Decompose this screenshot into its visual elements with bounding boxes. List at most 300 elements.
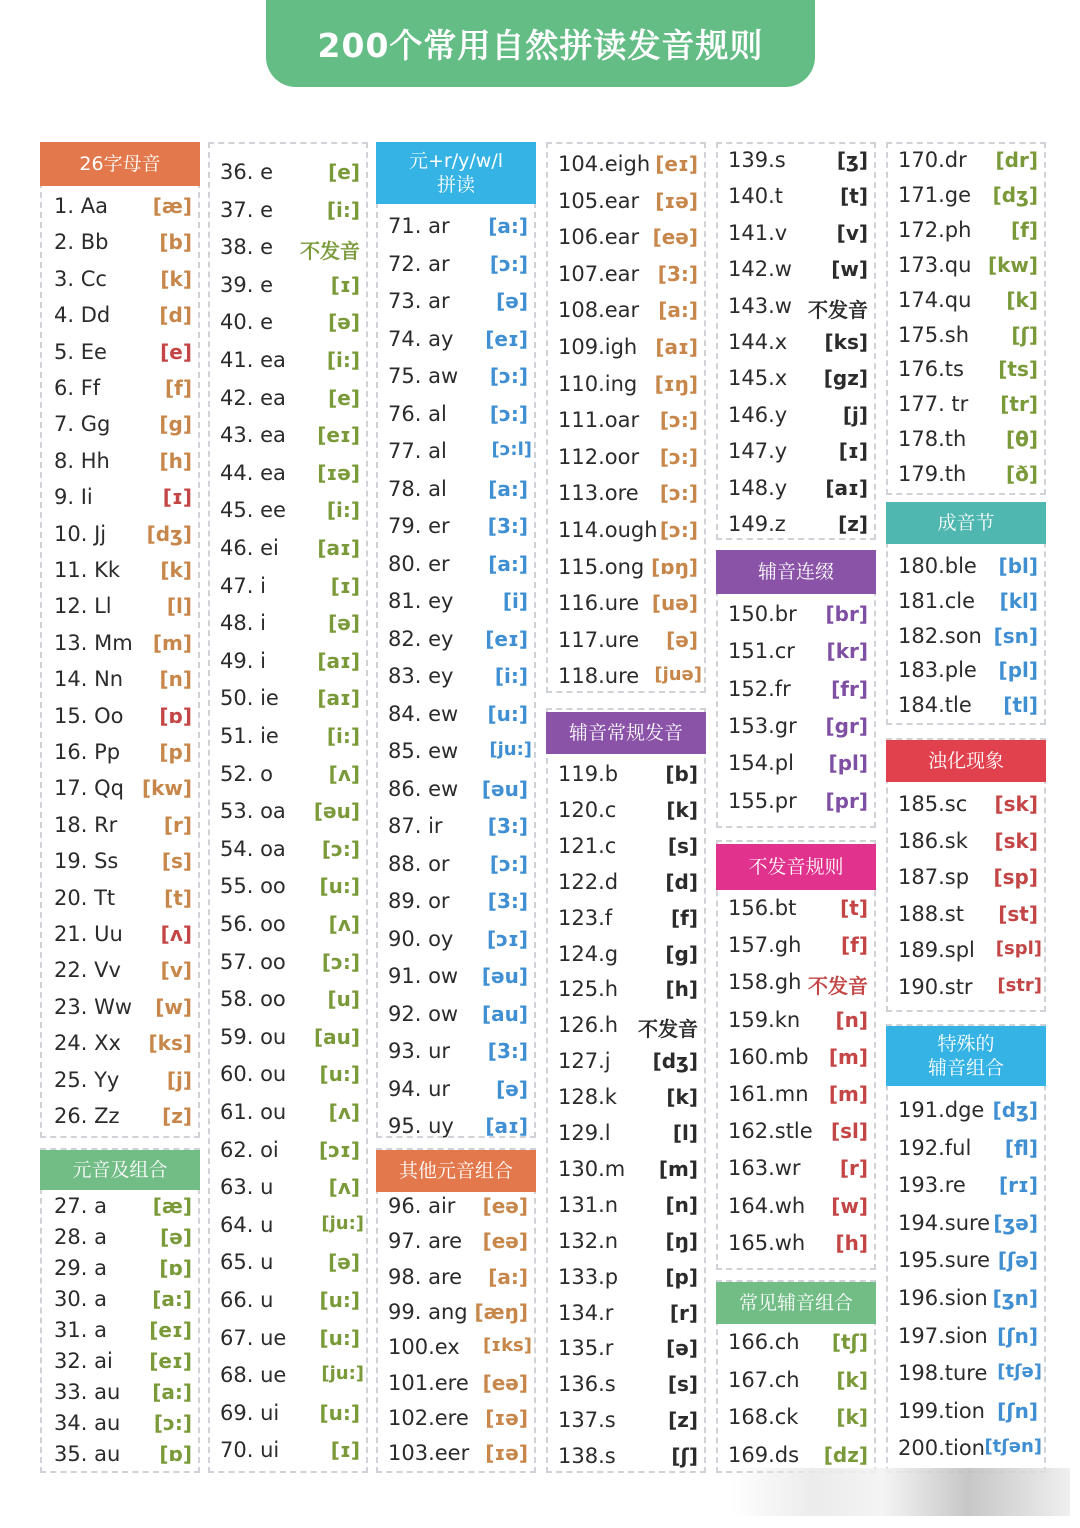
rule-entry bbox=[40, 445, 200, 481]
rule-entry bbox=[886, 1207, 1046, 1243]
rule-entry bbox=[40, 918, 200, 954]
rule-entry bbox=[208, 720, 368, 756]
spelling-text: 72. ar bbox=[388, 252, 450, 276]
phonetic-text: [j] bbox=[166, 1068, 192, 1092]
rule-entry bbox=[40, 190, 200, 226]
spelling-text: 29. a bbox=[54, 1256, 107, 1280]
phonetic-text: [u] bbox=[327, 987, 360, 1011]
rule-entry bbox=[886, 458, 1046, 494]
spelling-text: 64. u bbox=[220, 1213, 274, 1237]
phonetic-text: [dʒ] bbox=[992, 1098, 1038, 1122]
spelling-text: 103.eer bbox=[388, 1441, 470, 1465]
phonetic-text: [3:] bbox=[657, 262, 698, 286]
phonetic-text: [kr] bbox=[826, 639, 868, 663]
rule-entry bbox=[40, 554, 200, 590]
section-header bbox=[376, 142, 536, 204]
spelling-text: 88. or bbox=[388, 852, 450, 876]
spelling-text: 131.n bbox=[558, 1193, 619, 1217]
phonetic-text: [3:] bbox=[487, 889, 528, 913]
spelling-text: 12. Ll bbox=[54, 594, 112, 618]
rule-entry bbox=[208, 1096, 368, 1132]
spelling-text: 119.b bbox=[558, 762, 619, 786]
phonetic-text: [a:] bbox=[658, 298, 698, 322]
spelling-text: 112.oor bbox=[558, 445, 640, 469]
spelling-text: 8. Hh bbox=[54, 449, 110, 473]
spelling-text: 65. u bbox=[220, 1250, 274, 1274]
spelling-text: 193.re bbox=[898, 1173, 966, 1197]
phonetic-text: [p] bbox=[665, 1265, 698, 1289]
spelling-text: 173.qu bbox=[898, 253, 972, 277]
phonetic-text: [d] bbox=[665, 870, 698, 894]
rule-entry bbox=[208, 1359, 368, 1395]
spelling-text: 82. ey bbox=[388, 627, 454, 651]
rule-entry bbox=[376, 1331, 536, 1367]
rule-entry bbox=[40, 663, 200, 699]
spelling-text: 177. tr bbox=[898, 392, 969, 416]
phonetic-text: [əu] bbox=[313, 799, 360, 823]
spelling-text: 48. i bbox=[220, 611, 266, 635]
rule-entry bbox=[40, 336, 200, 372]
spelling-text: 87. ir bbox=[388, 814, 443, 838]
rule-entry bbox=[376, 248, 536, 284]
spelling-text: 40. e bbox=[220, 310, 273, 334]
spelling-text: 32. ai bbox=[54, 1349, 113, 1373]
spelling-text: 56. oo bbox=[220, 912, 286, 936]
rule-entry bbox=[886, 689, 1046, 725]
rule-entry bbox=[546, 1297, 706, 1333]
section-header-text: 元+r/y/w/l bbox=[409, 150, 503, 172]
rule-entry bbox=[376, 548, 536, 584]
section-header bbox=[886, 502, 1046, 544]
phonetic-text: [ʃ] bbox=[671, 1444, 698, 1468]
spelling-text: 97. are bbox=[388, 1229, 463, 1253]
rule-entry bbox=[208, 607, 368, 643]
spelling-text: 197.sion bbox=[898, 1324, 988, 1348]
spelling-text: 21. Uu bbox=[54, 922, 123, 946]
spelling-text: 75. aw bbox=[388, 364, 459, 388]
phonetic-text: [ɪə] bbox=[655, 189, 698, 213]
rule-entry bbox=[546, 221, 706, 257]
rule-entry bbox=[40, 263, 200, 299]
phonetic-text: [z] bbox=[668, 1408, 698, 1432]
spelling-text: 107.ear bbox=[558, 262, 640, 286]
rule-entry bbox=[40, 809, 200, 845]
spelling-text: 163.wr bbox=[728, 1156, 801, 1180]
phonetic-text: [ɪ] bbox=[330, 1438, 360, 1462]
spelling-text: 100.ex bbox=[388, 1335, 460, 1359]
spelling-text: 13. Mm bbox=[54, 631, 133, 655]
rule-entry bbox=[40, 1064, 200, 1100]
phonetic-text: [ə] bbox=[666, 1336, 698, 1360]
rule-entry bbox=[546, 1225, 706, 1261]
spelling-text: 157.gh bbox=[728, 933, 802, 957]
spelling-text: 143.w bbox=[728, 294, 792, 318]
phonetic-text: [i:] bbox=[326, 498, 360, 522]
rule-entry bbox=[886, 179, 1046, 215]
spelling-text: 164.wh bbox=[728, 1194, 806, 1218]
spelling-text: 145.x bbox=[728, 366, 788, 390]
spelling-text: 179.th bbox=[898, 462, 967, 486]
spelling-text: 33. au bbox=[54, 1380, 121, 1404]
rule-entry bbox=[40, 481, 200, 517]
spelling-text: 89. or bbox=[388, 889, 450, 913]
spelling-text: 110.ing bbox=[558, 372, 638, 396]
phonetic-text: [a:] bbox=[488, 214, 528, 238]
spelling-text: 176.ts bbox=[898, 357, 964, 381]
rule-entry bbox=[208, 870, 368, 906]
spelling-text: 136.s bbox=[558, 1372, 616, 1396]
phonetic-text: [e] bbox=[328, 160, 360, 184]
rule-entry bbox=[208, 156, 368, 192]
phonetic-text: [ks] bbox=[148, 1031, 192, 1055]
spelling-text: 71. ar bbox=[388, 214, 450, 238]
spelling-text: 28. a bbox=[54, 1225, 107, 1249]
phonetic-text: [dʒ] bbox=[992, 183, 1038, 207]
spelling-text: 115.ong bbox=[558, 555, 645, 579]
rule-entry bbox=[208, 645, 368, 681]
spelling-text: 154.pl bbox=[728, 751, 794, 775]
phonetic-text: [s] bbox=[667, 834, 698, 858]
rule-entry bbox=[376, 1190, 536, 1226]
blur-overlay bbox=[730, 1468, 1070, 1516]
phonetic-text: [ə] bbox=[328, 611, 360, 635]
rule-entry bbox=[208, 419, 368, 455]
section-header-text: 辅音连缀 bbox=[757, 561, 834, 583]
phonetic-text: [n] bbox=[665, 1193, 698, 1217]
phonetic-text: [eɪ] bbox=[149, 1349, 192, 1373]
rule-entry bbox=[40, 882, 200, 918]
rule-entry bbox=[376, 848, 536, 884]
rule-entry bbox=[376, 210, 536, 246]
rule-entry bbox=[546, 830, 706, 866]
rule-entry bbox=[546, 1117, 706, 1153]
phonetic-text: [g] bbox=[665, 942, 698, 966]
rule-entry bbox=[546, 1153, 706, 1189]
spelling-text: 84. ew bbox=[388, 702, 459, 726]
phonetic-text: [eɪ] bbox=[485, 627, 528, 651]
spelling-text: 129.l bbox=[558, 1121, 611, 1145]
phonetic-text: [ə] bbox=[496, 1077, 528, 1101]
phonetic-text: [əu] bbox=[481, 777, 528, 801]
spelling-text: 159.kn bbox=[728, 1008, 801, 1032]
spelling-text: 55. oo bbox=[220, 874, 286, 898]
spelling-text: 73. ar bbox=[388, 289, 450, 313]
spelling-text: 171.ge bbox=[898, 183, 972, 207]
spelling-text: 14. Nn bbox=[54, 667, 124, 691]
phonetic-text: [u:] bbox=[487, 702, 528, 726]
phonetic-text: [ɔɪ] bbox=[318, 1138, 360, 1162]
spelling-text: 134.r bbox=[558, 1301, 614, 1325]
phonetic-text: [r] bbox=[839, 1156, 868, 1180]
spelling-text: 105.ear bbox=[558, 189, 640, 213]
phonetic-text: [dʒ] bbox=[652, 1049, 698, 1073]
phonetic-text: [sp] bbox=[993, 865, 1038, 889]
rule-entry bbox=[716, 362, 876, 398]
spelling-text: 151.cr bbox=[728, 639, 795, 663]
phonetic-text: [pr] bbox=[825, 789, 868, 813]
spelling-text: 104.eigh bbox=[558, 152, 651, 176]
phonetic-text: [dʒ] bbox=[146, 522, 192, 546]
phonetic-text: [tʃən] bbox=[984, 1436, 1042, 1457]
phonetic-text: [aɪ] bbox=[317, 649, 360, 673]
rule-entry bbox=[208, 1021, 368, 1057]
section-header bbox=[886, 1026, 1046, 1086]
phonetic-text: [ʃn] bbox=[997, 1399, 1038, 1423]
phonetic-text: [tl] bbox=[1003, 693, 1038, 717]
section-header bbox=[40, 1150, 200, 1190]
spelling-text: 2. Bb bbox=[54, 230, 109, 254]
spelling-text: 155.pr bbox=[728, 789, 797, 813]
phonetic-text: [ə] bbox=[666, 628, 698, 652]
rule-entry bbox=[376, 998, 536, 1034]
spelling-text: 195.sure bbox=[898, 1248, 991, 1272]
rule-entry bbox=[546, 794, 706, 830]
spelling-text: 15. Oo bbox=[54, 704, 124, 728]
spelling-text: 66. u bbox=[220, 1288, 274, 1312]
section-header-text: 26字母音 bbox=[79, 153, 161, 175]
spelling-text: 198.ture bbox=[898, 1361, 988, 1385]
spelling-text: 36. e bbox=[220, 160, 273, 184]
rule-entry bbox=[886, 971, 1046, 1007]
spelling-text: 98. are bbox=[388, 1265, 463, 1289]
spelling-text: 22. Vv bbox=[54, 958, 121, 982]
phonetic-text: [n] bbox=[159, 667, 192, 691]
spelling-text: 141.v bbox=[728, 221, 788, 245]
section-header-text: 其他元音组合 bbox=[398, 1160, 513, 1182]
rule-entry bbox=[546, 477, 706, 513]
rule-entry bbox=[716, 598, 876, 634]
spelling-text: 123.f bbox=[558, 906, 613, 930]
spelling-text: 18. Rr bbox=[54, 813, 118, 837]
spelling-text: 116.ure bbox=[558, 591, 640, 615]
spelling-text: 9. Ii bbox=[54, 485, 93, 509]
spelling-text: 122.d bbox=[558, 870, 619, 894]
phonetic-text: [ŋ] bbox=[665, 1229, 698, 1253]
rule-entry bbox=[376, 623, 536, 659]
phonetic-text: [w] bbox=[155, 995, 192, 1019]
phonetic-text: [d] bbox=[159, 303, 192, 327]
phonetic-text: [eə] bbox=[482, 1371, 528, 1395]
rule-entry bbox=[376, 960, 536, 996]
phonetic-text: [kw] bbox=[141, 776, 192, 800]
phonetic-text: [e] bbox=[328, 386, 360, 410]
phonetic-text: [ʒ] bbox=[836, 148, 868, 172]
section-header bbox=[376, 1150, 536, 1192]
spelling-text: 124.g bbox=[558, 942, 619, 966]
rule-entry bbox=[40, 736, 200, 772]
section-header-text: 常见辅音组合 bbox=[738, 1292, 853, 1314]
phonetic-text: [i:] bbox=[326, 198, 360, 222]
rule-entry bbox=[376, 435, 536, 471]
rule-entry bbox=[886, 550, 1046, 586]
spelling-text: 149.z bbox=[728, 512, 786, 536]
rule-entry bbox=[376, 398, 536, 434]
spelling-text: 188.st bbox=[898, 902, 964, 926]
rule-entry bbox=[546, 294, 706, 330]
phonetic-text: [k] bbox=[836, 1405, 868, 1429]
phonetic-text: [ʌ] bbox=[328, 1100, 360, 1124]
rule-entry bbox=[716, 635, 876, 671]
spelling-text: 80. er bbox=[388, 552, 450, 576]
rule-entry bbox=[208, 758, 368, 794]
rule-entry bbox=[208, 494, 368, 530]
phonetic-text: [n] bbox=[835, 1008, 868, 1032]
rule-entry bbox=[886, 585, 1046, 621]
rule-entry bbox=[546, 1189, 706, 1225]
phonetic-text: [b] bbox=[665, 762, 698, 786]
spelling-text: 77. al bbox=[388, 439, 447, 463]
spelling-text: 54. oa bbox=[220, 837, 286, 861]
rule-entry bbox=[886, 284, 1046, 320]
rule-entry bbox=[376, 510, 536, 546]
spelling-text: 140.t bbox=[728, 184, 783, 208]
rule-entry bbox=[376, 473, 536, 509]
phonetic-text: [w] bbox=[831, 257, 868, 281]
phonetic-text: [eə] bbox=[482, 1229, 528, 1253]
phonetic-text: [a:] bbox=[152, 1287, 192, 1311]
phonetic-text: [ɪ] bbox=[330, 574, 360, 598]
rule-entry bbox=[208, 1171, 368, 1207]
spelling-text: 6. Ff bbox=[54, 376, 101, 400]
section-header-text: 元音及组合 bbox=[72, 1159, 168, 1181]
phonetic-text: [u:] bbox=[319, 1062, 360, 1086]
spelling-text: 92. ow bbox=[388, 1002, 459, 1026]
phonetic-text: [ɪks] bbox=[483, 1335, 532, 1356]
rule-entry bbox=[546, 758, 706, 794]
rule-entry bbox=[546, 331, 706, 367]
phonetic-text: [st] bbox=[998, 902, 1038, 926]
rule-entry bbox=[546, 938, 706, 974]
phonetic-text: [aɪ] bbox=[317, 536, 360, 560]
rule-entry bbox=[376, 773, 536, 809]
section-header bbox=[716, 844, 876, 890]
rule-entry bbox=[40, 1438, 200, 1474]
phonetic-text: [3:] bbox=[487, 1039, 528, 1063]
spelling-text: 178.th bbox=[898, 427, 967, 451]
spelling-text: 192.ful bbox=[898, 1136, 972, 1160]
spelling-text: 118.ure bbox=[558, 664, 640, 688]
rule-entry bbox=[716, 1326, 876, 1362]
phonetic-text: [aɪ] bbox=[825, 476, 868, 500]
phonetic-text: [i] bbox=[502, 589, 528, 613]
spelling-text: 106.ear bbox=[558, 225, 640, 249]
rule-entry bbox=[886, 825, 1046, 861]
section-header-text: 辅音常规发音 bbox=[568, 722, 683, 744]
phonetic-text: [dz] bbox=[823, 1443, 868, 1467]
phonetic-text: [tʃ] bbox=[831, 1330, 868, 1354]
phonetic-text: [bl] bbox=[998, 554, 1038, 578]
phonetic-text: [m] bbox=[828, 1082, 868, 1106]
spelling-text: 46. ei bbox=[220, 536, 279, 560]
phonetic-text: [ks] bbox=[824, 330, 868, 354]
spelling-text: 162.stle bbox=[728, 1119, 813, 1143]
spelling-text: 43. ea bbox=[220, 423, 286, 447]
spelling-text: 69. ui bbox=[220, 1401, 280, 1425]
section-header-text: 成音节 bbox=[937, 512, 995, 534]
rule-entry bbox=[716, 1190, 876, 1226]
page-title: 200个常用自然拼读发音规则 bbox=[317, 26, 764, 65]
spelling-text: 79. er bbox=[388, 514, 450, 538]
phonetic-text: [sn] bbox=[993, 624, 1038, 648]
phonetic-text: [ʌ] bbox=[160, 922, 192, 946]
rule-entry bbox=[716, 290, 876, 326]
phonetic-text: [ə] bbox=[496, 289, 528, 313]
spelling-text: 41. ea bbox=[220, 348, 286, 372]
section-header-text: 不发音规则 bbox=[748, 856, 844, 878]
rule-entry bbox=[886, 1320, 1046, 1356]
phonetic-text: [ɒ] bbox=[159, 1442, 192, 1466]
phonetic-text: [ju:] bbox=[321, 1363, 364, 1384]
phonetic-text: [g] bbox=[159, 412, 192, 436]
rule-entry bbox=[546, 1368, 706, 1404]
spelling-text: 127.j bbox=[558, 1049, 611, 1073]
spelling-text: 30. a bbox=[54, 1287, 107, 1311]
rule-entry bbox=[376, 1261, 536, 1297]
spelling-text: 144.x bbox=[728, 330, 788, 354]
phonetic-text: [ɔɪ] bbox=[486, 927, 528, 951]
spelling-text: 180.ble bbox=[898, 554, 977, 578]
spelling-text: 133.p bbox=[558, 1265, 619, 1289]
rule-entry bbox=[886, 620, 1046, 656]
spelling-text: 102.ere bbox=[388, 1406, 469, 1430]
phonetic-text: [æ] bbox=[152, 194, 192, 218]
spelling-text: 189.spl bbox=[898, 938, 975, 962]
phonetic-text: [u:] bbox=[319, 874, 360, 898]
rule-entry bbox=[208, 1246, 368, 1282]
spelling-text: 161.mn bbox=[728, 1082, 809, 1106]
spelling-text: 128.k bbox=[558, 1085, 617, 1109]
spelling-text: 137.s bbox=[558, 1408, 616, 1432]
phonetic-text: [f] bbox=[671, 906, 698, 930]
rule-entry bbox=[376, 660, 536, 696]
phonetic-text: [ʌ] bbox=[328, 912, 360, 936]
rule-entry bbox=[716, 399, 876, 435]
rule-entry bbox=[546, 514, 706, 550]
phonetic-text: [ə] bbox=[160, 1225, 192, 1249]
rule-entry bbox=[886, 214, 1046, 250]
spelling-text: 148.y bbox=[728, 476, 788, 500]
spelling-text: 37. e bbox=[220, 198, 273, 222]
rule-entry bbox=[376, 810, 536, 846]
spelling-text: 165.wh bbox=[728, 1231, 806, 1255]
spelling-text: 67. ue bbox=[220, 1326, 287, 1350]
phonetic-text: [a:] bbox=[152, 1380, 192, 1404]
rule-entry bbox=[40, 408, 200, 444]
phonetic-text: [ʒn] bbox=[992, 1286, 1038, 1310]
spelling-text: 96. air bbox=[388, 1194, 456, 1218]
phonetic-text: 不发音 bbox=[808, 298, 868, 322]
spelling-text: 25. Yy bbox=[54, 1068, 120, 1092]
rule-entry bbox=[546, 185, 706, 221]
rule-entry bbox=[208, 682, 368, 718]
rule-entry bbox=[886, 388, 1046, 424]
rule-entry bbox=[40, 1027, 200, 1063]
rule-entry bbox=[376, 1225, 536, 1261]
rule-entry bbox=[376, 698, 536, 734]
rule-entry bbox=[376, 1367, 536, 1403]
phonetic-text: [str] bbox=[997, 975, 1042, 996]
rule-entry bbox=[546, 866, 706, 902]
rule-entry bbox=[886, 1132, 1046, 1168]
phonetic-text: [tr] bbox=[1000, 392, 1038, 416]
spelling-text: 175.sh bbox=[898, 323, 970, 347]
rule-entry bbox=[716, 217, 876, 253]
phonetic-text: 不发音 bbox=[638, 1017, 698, 1041]
title-banner bbox=[266, 0, 815, 87]
spelling-text: 191.dge bbox=[898, 1098, 985, 1122]
spelling-text: 196.sion bbox=[898, 1286, 988, 1310]
phonetic-text: [k] bbox=[160, 558, 192, 582]
